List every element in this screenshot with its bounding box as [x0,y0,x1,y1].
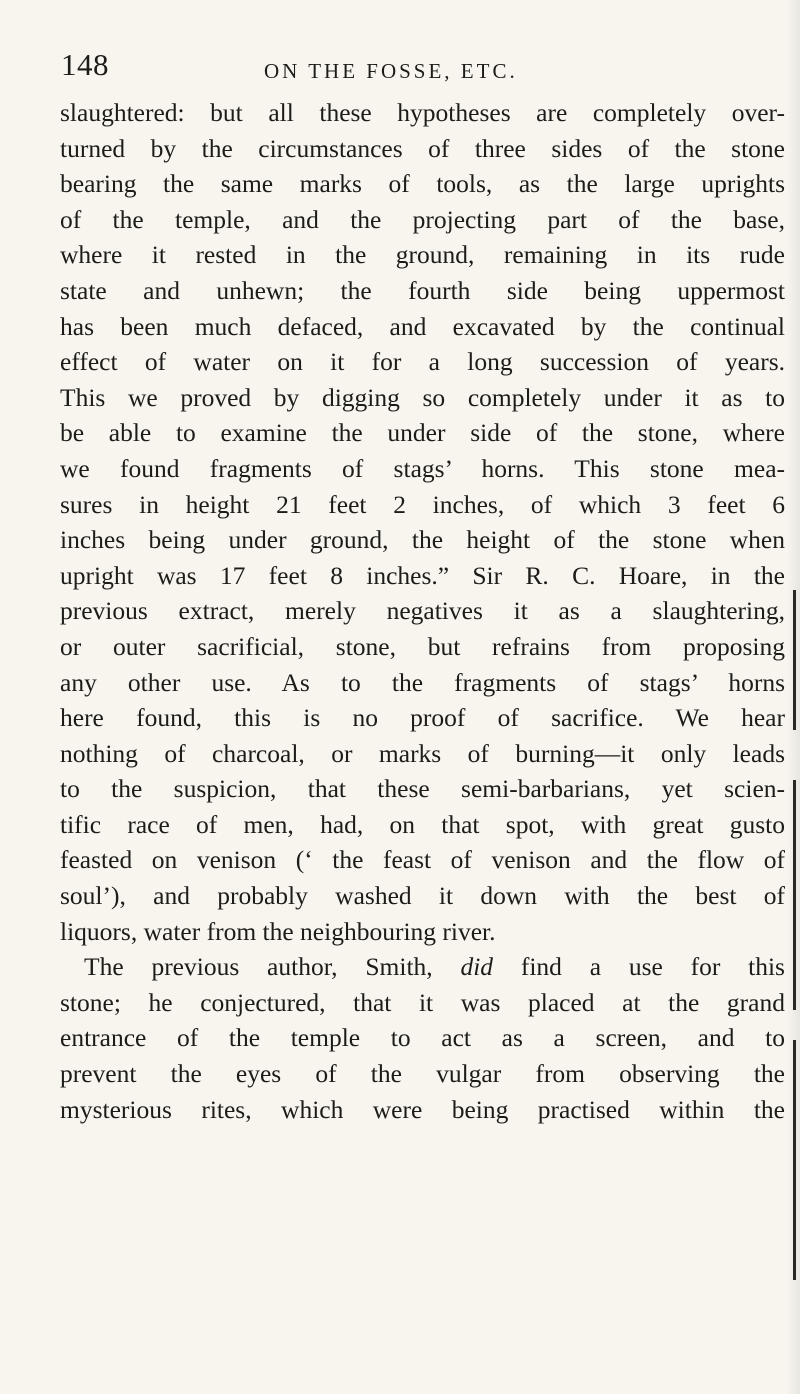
text-line: soul’), and probably washed it down with the best of [60,881,785,911]
text-line: This we proved by digging so completely under it as to [60,382,785,412]
text-line: feasted on venison (‘ the feast of venison and the flow of [60,845,785,875]
page-edge-mark [793,780,796,1010]
text-line: previous extract, merely negatives it as a slaughtering, [60,596,785,626]
paragraph-end-line: liquors, water from the neighbouring river. [60,916,496,946]
text-line: turned by the circumstances of three sides of the stone [60,133,785,163]
text-segment: find a use for this [493,952,785,982]
italic-word: did [460,952,494,982]
page-number: 148 [61,47,109,82]
text-line: has been much defaced, and excavated by the continual [60,311,785,341]
text-line: nothing of charcoal, or marks of burning—it only leads [60,738,785,768]
text-line: tific race of men, had, on that spot, with great gusto [60,809,785,839]
text-line: where it rested in the ground, remaining in its rude [60,240,785,270]
text-line: bearing the same marks of tools, as the large uprights [60,169,785,199]
text-line: of the temple, and the projecting part of the base, [60,204,785,234]
text-line: upright was 17 feet 8 inches.” Sir R. C. Hoare, in the [60,560,785,590]
text-line: sures in height 21 feet 2 inches, of which 3 feet 6 [60,489,785,519]
text-line: effect of water on it for a long succession of years. [60,347,785,377]
running-head: ON THE FOSSE, ETC. [264,59,518,83]
text-line: slaughtered: but all these hypotheses are completely over- [60,98,785,127]
text-line: stone; he conjectured, that it was placed at the grand [60,987,785,1017]
text-line: to the suspicion, that these semi-barbarians, yet scien- [60,774,785,804]
text-line: or outer sacrificial, stone, but refrains from proposing [60,631,785,661]
text-line: here found, this is no proof of sacrifice. We hear [60,703,785,733]
text-line: we found fragments of stags’ horns. This stone mea- [60,453,785,483]
page-edge-mark [793,590,796,730]
text-line: be able to examine the under side of the stone, where [60,418,785,448]
text-line: prevent the eyes of the vulgar from observing the [60,1059,785,1089]
page-edge-mark [793,1040,796,1280]
text-line: mysterious rites, which were being practised within the [60,1094,785,1124]
text-line: inches being under ground, the height of the stone when [60,525,785,555]
text-line: any other use. As to the fragments of stags’ horns [60,667,785,697]
text-segment: The previous author, Smith, [84,952,461,982]
body-text [60,95,785,1127]
paragraph-start-line [60,949,785,985]
text-line: state and unhewn; the fourth side being uppermost [60,275,785,305]
text-line: entrance of the temple to act as a screen, and to [60,1023,785,1053]
